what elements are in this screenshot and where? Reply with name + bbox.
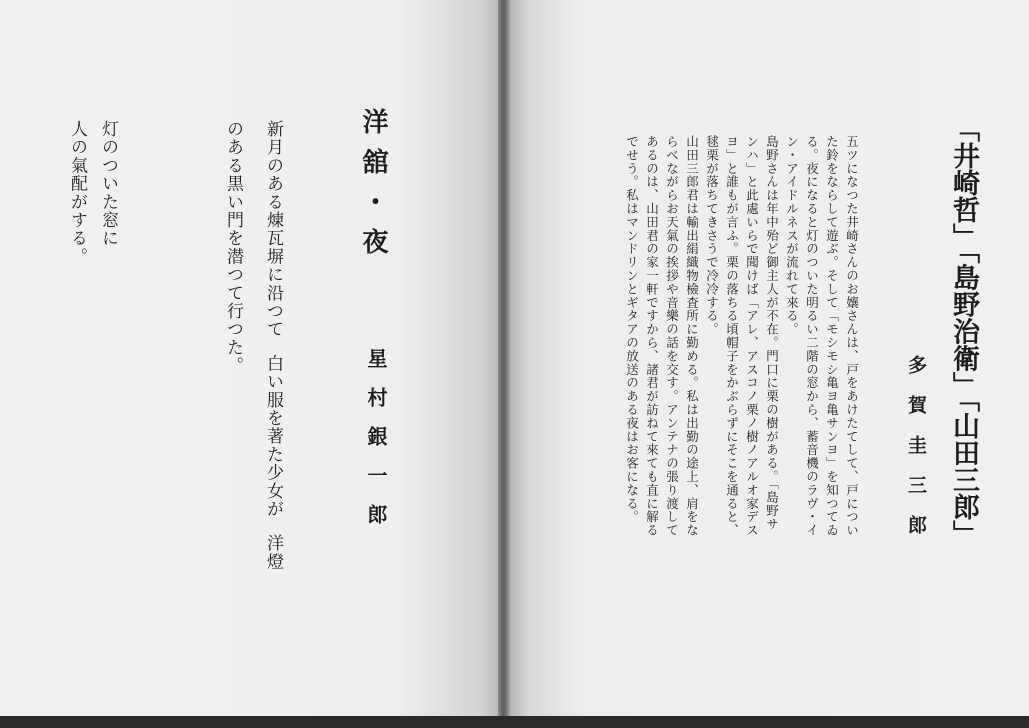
poem-line-1-part-c: 洋燈 (263, 534, 283, 571)
poem-line-1-part-a: 新月のある煉瓦塀に沿つて (263, 120, 283, 339)
essay-line: あるのは、山田君の家一軒ですから、諸君が訪ねて來ても直に解る (644, 135, 660, 537)
essay-line: る。夜になると灯のついた明るい二階の窓から、蓄音機のラヴ・イ (804, 135, 820, 537)
essay-line: 五ツになつた井崎さんのお孃さんは、戸をあけたてして、戸につい (844, 135, 860, 537)
essay-line: ヨ」と誰もが言ふ。栗の落ちる頃帽子をかぶらずにそこを通ると、 (724, 135, 740, 537)
book-gutter (498, 0, 510, 718)
essay-line: でせう。私はマンドリンとギタアの放送のある夜はお客になる。 (624, 135, 640, 524)
essay-title: 「井崎哲」「島野治衛」「山田三郎」 (948, 115, 979, 547)
essay-author: 多賀圭三郎 (905, 355, 927, 555)
poem-line-2: のある黒い門を潜つて行つた。 (223, 120, 243, 375)
essay-line: 山田三郎君は輸出絹織物檢査所に勤める。私は出勤の途上、肩をな (684, 135, 700, 537)
poem-line-3: 灯のついた窓に (98, 120, 118, 248)
poem-line-1 (264, 120, 281, 571)
left-page (0, 0, 500, 718)
essay-line: らべながらお天氣の挨拶や音樂の話を交す。アンテナの張り渡して (664, 135, 680, 537)
poem-line-4: 人の氣配がする。 (67, 120, 87, 266)
poem-author: 星村銀一郎 (364, 348, 388, 543)
essay-line: ン・アイドルネスが流れて來る。 (784, 135, 800, 336)
essay-line: ンハ」と此處いらで聞けば「アレ、アスコノ栗ノ樹ノアルオ家デス (744, 135, 760, 537)
essay-line: 島野さんは年中殆ど御主人が不在。門口に栗の樹がある。「島野サ (764, 135, 780, 531)
poem-line-1-part-b: 白い服を著た少女が (263, 354, 283, 519)
scan-bottom-edge (0, 716, 1029, 728)
essay-line: た鈴をならして遊ぶ。そして「モシモシ亀ヨ亀サンヨ」を知つてゐ (824, 135, 840, 537)
essay-line: 毬栗が落ちてきさうで冷冷する。 (704, 135, 720, 336)
poem-title: 洋舘・夜 (358, 108, 388, 268)
